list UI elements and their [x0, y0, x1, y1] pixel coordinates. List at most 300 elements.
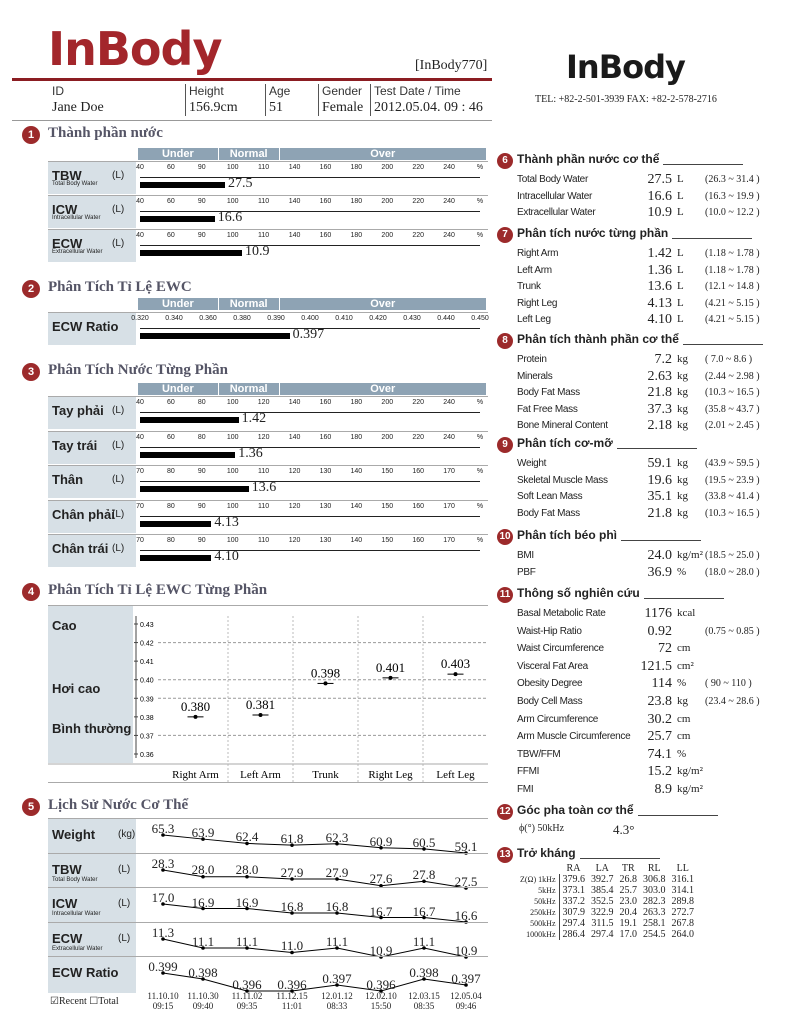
impedance-cell: 373.1 [562, 885, 585, 896]
point-label: 0.403 [440, 656, 471, 672]
metric-row [517, 402, 797, 418]
tick-label: 200 [381, 198, 394, 205]
ewc-segment-chart [48, 605, 488, 783]
metric-unit: kg [677, 369, 688, 382]
row-unit: (L) [112, 508, 125, 520]
data-point [194, 715, 198, 719]
tick-label: 100 [226, 433, 239, 441]
scale-axis [140, 478, 480, 482]
tick-label: 0.430 [403, 315, 421, 322]
impedance-cell: 379.6 [562, 874, 585, 885]
metric-name: BMI [517, 550, 534, 561]
history-unit: (kg) [118, 829, 136, 840]
row-unit: (L) [112, 474, 125, 485]
point-label: 0.401 [375, 659, 406, 675]
scale-ticks [136, 537, 484, 547]
tick-label: 90 [197, 537, 206, 544]
impedance-cell: 337.2 [562, 896, 585, 907]
metric-unit: kg [677, 402, 688, 415]
tick-label: 80 [197, 399, 206, 406]
tick-label: 60 [167, 164, 175, 171]
tick-label: 150 [381, 537, 394, 544]
y-tick-label: 0.43 [140, 622, 154, 629]
metric-row [517, 694, 797, 710]
metric-range: (18.0 ~ 28.0 ) [705, 566, 760, 578]
history-value: 11.1 [412, 933, 436, 949]
tick-label: 80 [197, 433, 206, 441]
total-checkbox-icon[interactable]: ☐ [86, 996, 99, 1007]
tick-label: 240 [443, 198, 455, 205]
history-unit: (L) [118, 932, 131, 944]
tick-label: 180 [350, 399, 363, 406]
bar-row [48, 229, 488, 262]
date-time: 09:40 [192, 1001, 214, 1011]
impedance-cell: 272.7 [671, 907, 694, 918]
level-label: Bình thường [52, 721, 132, 736]
field-label: Test Date / Time [374, 84, 461, 98]
tick-label: 200 [381, 164, 394, 171]
tick-label: 100 [226, 502, 239, 510]
history-value: 27.9 [325, 864, 349, 880]
tick-label: 140 [288, 232, 301, 239]
tick-label: 120 [288, 502, 301, 510]
row-label [48, 313, 136, 345]
impedance-cell: 303.0 [643, 885, 666, 896]
history-value: 0.397 [451, 971, 481, 986]
tick-label: 60 [167, 433, 175, 441]
y-tick-label: 0.38 [140, 714, 154, 722]
history-value: 27.8 [412, 866, 436, 882]
date-time: 08:33 [326, 1001, 348, 1011]
history-value: 11.1 [235, 933, 259, 949]
metric-range: (35.8 ~ 43.7 ) [705, 403, 760, 415]
history-subtitle: Extracellular Water [52, 945, 103, 952]
metric-row [517, 352, 797, 368]
history-value: 0.396 [232, 977, 262, 992]
metric-range: (10.3 ~ 16.5 ) [705, 387, 760, 398]
metric-value: 114 [651, 676, 672, 692]
metric-name: Protein [517, 354, 547, 365]
tick-label: 110 [258, 198, 270, 205]
recent-checkbox-icon[interactable]: ☑ [50, 996, 59, 1007]
impedance-cell: 352.5 [591, 896, 614, 907]
history-value: 27.6 [369, 871, 393, 887]
tick-label: 200 [381, 399, 394, 406]
metric-unit: kg [677, 473, 688, 486]
bar-row [48, 396, 488, 429]
impedance-cell: 19.1 [619, 918, 637, 929]
tick-label: 200 [381, 433, 394, 441]
tick-label: 0.400 [301, 315, 319, 322]
history-value: 0.396 [366, 977, 396, 992]
tick-label: 170 [443, 502, 455, 510]
metric-value: 21.8 [647, 385, 672, 400]
metric-value: 59.1 [647, 456, 672, 471]
section-title: Phân Tích Nước Từng Phần [48, 362, 228, 378]
history-value: 11.3 [151, 924, 175, 940]
tick-label: 160 [319, 232, 332, 239]
history-value: 0.398 [188, 965, 218, 980]
metric-name: Arm Muscle Circumference [517, 731, 631, 743]
tick-label: 80 [167, 468, 175, 475]
scale-ticks [136, 502, 484, 513]
tick-label: 240 [443, 164, 455, 171]
section-title: Góc pha toàn cơ thể [517, 803, 634, 817]
history-row [48, 853, 488, 890]
bar-value: 4.13 [214, 514, 239, 530]
tick-label: 90 [197, 198, 206, 205]
row-subtitle: Extracellular Water [52, 249, 103, 255]
impedance-cell: 267.8 [671, 918, 694, 929]
band-under: Under [138, 298, 218, 310]
tick-label: 100 [226, 164, 239, 171]
scale-axis [140, 409, 480, 413]
metric-row [517, 279, 797, 295]
metric-unit: L [677, 173, 684, 185]
tick-label: % [476, 198, 484, 205]
y-tick-label: 0.36 [140, 752, 154, 759]
history-name: TBW [52, 861, 82, 877]
history-name: ICW [52, 896, 78, 911]
metric-row [517, 263, 797, 279]
metric-name: Body Fat Mass [517, 507, 580, 519]
metric-row [517, 729, 797, 745]
report-header [0, 0, 800, 125]
tick-label: 160 [319, 399, 332, 406]
point-label: 0.381 [245, 697, 276, 712]
tick-label: 160 [319, 164, 332, 171]
value-bar [140, 216, 215, 222]
scale-axis [140, 174, 480, 178]
history-value: 59.1 [454, 839, 478, 854]
date-time: 11:01 [281, 1001, 303, 1011]
metric-range: (12.1 ~ 14.8 ) [705, 281, 760, 292]
field-test-date-time [370, 84, 483, 116]
tick-label: 130 [319, 468, 332, 475]
metric-name: Intracellular Water [517, 190, 593, 202]
history-row [48, 922, 488, 959]
header-rule-bottom [12, 120, 492, 121]
y-tick-label: 0.37 [140, 733, 154, 741]
impedance-cell: 26.8 [619, 874, 637, 885]
tick-label: 110 [258, 537, 270, 544]
metric-row [517, 712, 797, 728]
impedance-cell: 322.9 [591, 907, 614, 918]
history-value: 16.8 [325, 899, 349, 914]
category-label: Left Leg [436, 769, 475, 781]
metric-row [517, 606, 797, 622]
row-unit: (L) [112, 405, 125, 416]
section-number: 10 [497, 529, 513, 545]
impedance-cell: 25.7 [619, 885, 637, 896]
bar-row [48, 161, 488, 194]
metric-name: Arm Circumference [517, 713, 599, 725]
history-value: 0.397 [322, 971, 352, 986]
metric-name: Right Leg [517, 297, 558, 309]
scale-ticks [136, 198, 484, 208]
metric-value: 15.2 [647, 764, 672, 780]
tick-label: 0.420 [369, 315, 387, 322]
tick-label: 110 [258, 502, 270, 510]
impedance-cell: 314.1 [671, 885, 694, 896]
metric-value: 2.18 [647, 418, 672, 433]
section-number: 3 [22, 363, 40, 381]
history-value: 60.9 [369, 833, 393, 849]
history-value: 28.0 [235, 862, 259, 878]
metric-value: 74.1 [647, 746, 672, 762]
band-over: Over [280, 148, 486, 160]
history-name: ECW [52, 930, 83, 946]
metric-row [517, 456, 797, 472]
tick-label: 150 [381, 502, 394, 510]
row-unit: (L) [112, 204, 125, 215]
impedance-table [517, 863, 697, 940]
tick-label: 160 [412, 468, 425, 475]
bar-value: 1.42 [241, 411, 267, 426]
value-bar [140, 452, 235, 458]
tick-label: 120 [288, 468, 301, 475]
metric-unit: kg [677, 386, 688, 398]
metric-row [517, 205, 797, 221]
data-point [259, 713, 263, 717]
impedance-row [517, 918, 697, 929]
section-number: 5 [22, 798, 40, 816]
row-name: Thân [52, 472, 84, 487]
metric-row [517, 624, 797, 640]
tick-label: 60 [167, 198, 175, 205]
point-label: 0.380 [180, 698, 211, 714]
contact-info: TEL: +82-2-501-3939 FAX: +82-2-578-2716 [535, 94, 717, 105]
metric-unit: kg/m² [677, 783, 703, 795]
field-label: Age [269, 84, 291, 98]
history-value: 16.7 [369, 903, 393, 919]
section-title: Phân tích cơ-mỡ [517, 436, 613, 450]
model-label: [InBody770] [415, 58, 488, 73]
inbody-logo-small: InBody [566, 48, 685, 86]
field-label: Gender [322, 84, 363, 98]
bar-row [48, 500, 488, 533]
metric-range: (10.0 ~ 12.2 ) [705, 207, 760, 218]
impedance-cell: 311.5 [591, 918, 614, 929]
metric-unit: cm [677, 730, 691, 743]
tick-label: 0.390 [267, 315, 285, 322]
tick-label: 90 [197, 232, 206, 239]
metric-value: 36.9 [647, 564, 672, 580]
metric-range: (1.18 ~ 1.78 ) [705, 248, 760, 259]
history-value: 16.9 [235, 894, 259, 910]
metric-unit: cm² [677, 659, 694, 672]
metric-row [517, 189, 797, 205]
bar-value: 27.5 [228, 176, 253, 191]
tick-label: 180 [350, 198, 363, 205]
date-day: 11.10.30 [187, 991, 219, 1001]
row-unit: (L) [112, 238, 125, 249]
metric-value: 121.5 [640, 658, 672, 674]
metric-row [517, 385, 797, 401]
tick-label: 0.320 [131, 315, 149, 322]
metric-value: 35.1 [647, 489, 672, 504]
tick-label: 120 [257, 433, 270, 441]
date-time: 15:50 [370, 1001, 392, 1011]
section-title: Thông số nghiên cứu [517, 586, 640, 600]
metric-unit: cm [677, 712, 691, 725]
impedance-col-header: RL [647, 863, 661, 874]
metric-range: (2.01 ~ 2.45 ) [705, 420, 760, 431]
impedance-col-header: LA [595, 863, 609, 874]
band-normal: Normal [219, 148, 279, 160]
metric-range: (26.3 ~ 31.4 ) [705, 174, 760, 185]
tick-label: 100 [226, 399, 239, 406]
scale-ticks [136, 164, 484, 174]
metric-value: 24.0 [647, 548, 672, 563]
history-value: 10.9 [369, 942, 393, 958]
data-point [454, 672, 458, 676]
tick-label: 90 [197, 164, 206, 171]
tick-label: % [476, 433, 484, 441]
date-day: 12.02.10 [365, 991, 397, 1001]
history-date [450, 991, 482, 1011]
metric-range: (4.21 ~ 5.15 ) [705, 314, 760, 325]
metric-name: TBW/FFM [517, 748, 561, 760]
history-row [48, 887, 488, 924]
point-label: 0.398 [310, 665, 341, 681]
tick-label: % [476, 399, 484, 406]
history-value: 60.5 [412, 834, 436, 850]
metric-row [517, 506, 797, 522]
history-date [187, 991, 218, 1011]
tick-label: 60 [167, 232, 175, 239]
tick-label: 160 [412, 502, 425, 510]
history-value: 16.9 [191, 894, 215, 910]
impedance-cell: 17.0 [619, 929, 637, 940]
scale-ticks [136, 468, 484, 478]
date-day: 11.12.15 [276, 991, 308, 1001]
category-label: Trunk [312, 769, 339, 781]
metric-value: 2.63 [647, 368, 672, 384]
tick-label: 140 [288, 433, 301, 441]
metric-unit: % [677, 747, 687, 760]
field-id [52, 84, 104, 116]
metric-range: (4.21 ~ 5.15 ) [705, 297, 760, 309]
tick-label: 180 [350, 433, 363, 441]
metric-range: (19.5 ~ 23.9 ) [705, 474, 760, 486]
metric-unit: L [677, 263, 684, 276]
tick-label: % [476, 502, 484, 510]
tick-label: % [476, 232, 484, 239]
row-unit: (L) [112, 170, 125, 181]
impedance-cell: 307.9 [562, 907, 585, 918]
row-subtitle: Intracellular Water [52, 215, 101, 221]
date-day: 11.11.02 [231, 991, 263, 1001]
metric-value: 8.9 [654, 782, 672, 797]
field-value: Female [322, 100, 364, 115]
metric-value: 1.42 [647, 246, 672, 261]
impedance-cell: 385.4 [591, 885, 614, 896]
metric-range: (18.5 ~ 25.0 ) [705, 550, 760, 561]
metric-name: Extracellular Water [517, 207, 596, 218]
field-value: Jane Doe [52, 100, 104, 115]
section-title: Thành phần nước cơ thể [517, 152, 660, 166]
scale-axis [140, 513, 480, 517]
impedance-row [517, 907, 697, 918]
metric-row [517, 369, 797, 385]
tick-label: 130 [319, 502, 332, 510]
impedance-cell: Z(Ω) 1kHz [517, 874, 559, 885]
range-band [138, 148, 487, 160]
scale-ticks [136, 433, 484, 444]
section-title: Phân Tích Tỉ Lệ EWC Từng Phần [48, 582, 268, 598]
scale-axis [140, 444, 480, 448]
field-value: 2012.05.04. 09 : 46 [374, 100, 483, 115]
metric-row [517, 489, 797, 505]
impedance-cell: 264.0 [671, 929, 694, 940]
date-time: 08:35 [413, 1001, 435, 1011]
total-label: Total [98, 996, 119, 1007]
metric-unit: cm [677, 642, 691, 655]
phase-value: 4.3° [613, 822, 635, 837]
bar-row [48, 465, 488, 498]
tick-label: 80 [167, 537, 175, 544]
metric-value: 4.10 [647, 312, 672, 327]
tick-label: % [476, 164, 484, 171]
metric-name: Body Fat Mass [517, 387, 580, 398]
impedance-cell: 254.5 [643, 929, 666, 940]
tick-label: 70 [136, 502, 144, 510]
impedance-row [517, 885, 697, 896]
impedance-col-header [517, 863, 559, 874]
history-unit: (L) [118, 863, 131, 875]
inbody-logo: InBody [48, 22, 222, 76]
metric-unit: % [677, 677, 687, 690]
value-bar [140, 333, 290, 339]
field-value: 156.9cm [189, 100, 238, 115]
band-over: Over [280, 298, 486, 310]
history-date [276, 991, 307, 1011]
bar-value: 16.6 [217, 210, 243, 225]
metric-value: 0.92 [647, 623, 672, 639]
section-number: 4 [22, 583, 40, 601]
row-name: Chân phải [52, 506, 115, 522]
metric-name: Weight [517, 458, 547, 469]
metric-unit: kg [677, 353, 688, 365]
tick-label: 100 [226, 232, 239, 239]
metric-unit: kg/m² [677, 765, 703, 778]
row-name: ECW Ratio [52, 319, 119, 334]
section-number: 9 [497, 437, 513, 453]
tick-label: 220 [412, 399, 425, 406]
tick-label: 100 [226, 537, 239, 544]
history-value: 65.3 [151, 821, 175, 836]
tick-label: 0.380 [233, 315, 251, 322]
value-bar [140, 250, 242, 256]
metric-row [517, 641, 797, 657]
tick-label: 140 [350, 502, 363, 510]
metric-unit: kg [677, 695, 688, 707]
metric-range: (33.8 ~ 41.4 ) [705, 491, 760, 502]
band-under: Under [138, 148, 218, 160]
tick-label: 170 [443, 468, 455, 475]
metric-name: FFMI [517, 766, 540, 778]
date-day: 12.03.15 [408, 991, 440, 1001]
field-value: 51 [269, 100, 283, 115]
tick-label: 100 [226, 198, 239, 205]
tick-label: 140 [350, 468, 363, 475]
date-time: 09:35 [236, 1001, 258, 1011]
tick-label: 180 [350, 232, 363, 239]
ewc-chart-svg [48, 606, 488, 784]
category-label: Right Leg [368, 769, 413, 781]
field-age [265, 84, 290, 116]
